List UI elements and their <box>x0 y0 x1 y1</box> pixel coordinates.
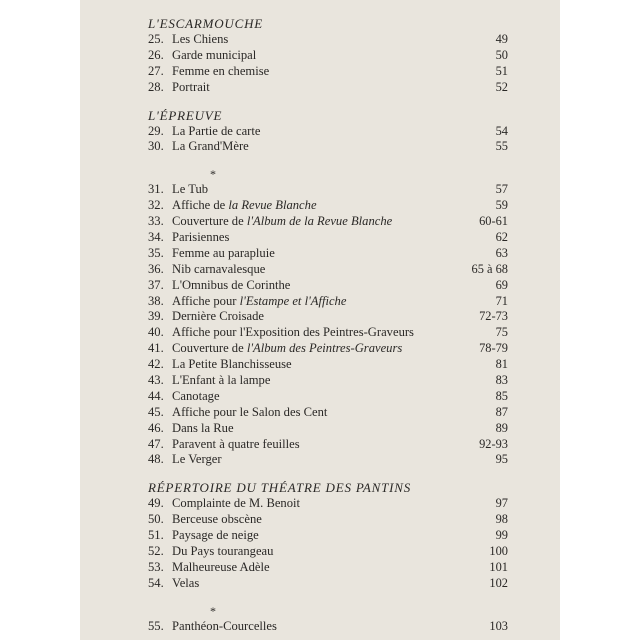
entry-number: 35. <box>148 245 164 260</box>
section-heading: L'ÉPREUVE <box>148 107 223 123</box>
table-of-contents <box>148 16 508 635</box>
entry-page-number: 98 <box>495 512 508 527</box>
entry-title-text: Berceuse obscène <box>172 512 262 527</box>
entry-title <box>172 80 210 96</box>
toc-entry <box>148 32 508 48</box>
entry-number: 41. <box>148 341 164 356</box>
entry-title <box>172 373 270 389</box>
entry-page-number: 101 <box>489 559 508 574</box>
toc-entry <box>148 230 508 246</box>
toc-entry <box>148 357 508 373</box>
section-star-separator: * <box>210 603 216 618</box>
entry-title <box>172 452 222 468</box>
entry-number: 38. <box>148 293 164 308</box>
entry-title <box>172 528 259 544</box>
section-gap <box>148 468 508 480</box>
entry-number: 30. <box>148 139 164 154</box>
entry-page-number: 81 <box>495 357 508 372</box>
entry-number: 43. <box>148 373 164 388</box>
toc-entry <box>148 421 508 437</box>
toc-entry <box>148 389 508 405</box>
entry-number: 53. <box>148 559 164 574</box>
entry-title-italic: l'Album de la Revue Blanche <box>246 214 393 229</box>
entry-title <box>172 278 290 294</box>
entry-title <box>172 325 414 341</box>
entry-title-text: Paravent à quatre feuilles <box>172 436 300 451</box>
entry-number: 45. <box>148 404 164 419</box>
entry-number: 27. <box>148 63 164 78</box>
entry-number: 25. <box>148 32 164 46</box>
section-gap <box>148 592 508 604</box>
entry-title <box>172 421 234 437</box>
entry-number: 39. <box>148 309 164 324</box>
entry-title-text: Femme au parapluie <box>172 245 275 260</box>
toc-entry <box>148 373 508 389</box>
entry-page-number: 78-79 <box>479 341 508 356</box>
entry-page-number: 100 <box>489 544 508 559</box>
entry-page-number: 102 <box>489 575 508 590</box>
entry-title-italic: la Revue Blanche <box>228 198 317 213</box>
entry-title-text: L'Enfant à la lampe <box>172 373 271 388</box>
entry-title-text: Les Chiens <box>172 32 229 46</box>
entry-title <box>172 262 265 278</box>
right-margin <box>560 0 640 640</box>
entry-title-text: Nib carnavalesque <box>172 261 266 276</box>
entry-title-text: Du Pays tourangeau <box>172 544 274 559</box>
toc-entry <box>148 48 508 64</box>
entry-title <box>172 182 208 198</box>
entry-page-number: 52 <box>495 79 508 94</box>
entry-page-number: 72-73 <box>479 309 508 324</box>
entry-title-text: Garde municipal <box>172 47 257 62</box>
entry-number: 37. <box>148 277 164 292</box>
toc-entry <box>148 262 508 278</box>
entry-title-text: Femme en chemise <box>172 63 270 78</box>
entry-number: 32. <box>148 198 164 213</box>
entry-title <box>172 496 300 512</box>
toc-entry <box>148 512 508 528</box>
entry-title-text: Panthéon-Courcelles <box>172 618 277 633</box>
entry-title <box>172 357 292 373</box>
entry-title-text: Dernière Croisade <box>172 309 264 324</box>
entry-title-text: La Petite Blanchisseuse <box>172 357 292 372</box>
entry-number: 50. <box>148 512 164 527</box>
entry-page-number: 59 <box>495 198 508 213</box>
entry-page-number: 85 <box>495 388 508 403</box>
entry-number: 26. <box>148 47 164 62</box>
entry-page-number: 62 <box>495 230 508 245</box>
entry-page-number: 49 <box>495 32 508 46</box>
toc-entry <box>148 560 508 576</box>
entry-page-number: 69 <box>495 277 508 292</box>
toc-entry <box>148 325 508 341</box>
entry-title <box>172 230 229 246</box>
entry-title-text: Affiche de <box>172 198 229 213</box>
entry-page-number: 87 <box>495 404 508 419</box>
entry-title-text: Couverture de <box>172 214 247 229</box>
entry-page-number: 51 <box>495 63 508 78</box>
entry-title-text: Portrait <box>172 79 210 94</box>
entry-page-number: 63 <box>495 245 508 260</box>
entry-number: 34. <box>148 230 164 245</box>
entry-title <box>172 619 277 635</box>
entry-title <box>172 405 327 421</box>
entry-title-text: La Partie de carte <box>172 123 261 138</box>
entry-page-number: 65 à 68 <box>471 261 508 276</box>
entry-title-italic: l'Album des Peintres-Graveurs <box>246 341 403 356</box>
toc-entry <box>148 341 508 357</box>
entry-title-text: Malheureuse Adèle <box>172 559 270 574</box>
entry-page-number: 57 <box>495 182 508 197</box>
entry-page-number: 55 <box>495 139 508 154</box>
entry-page-number: 60-61 <box>479 214 508 229</box>
entry-title-text: La Grand'Mère <box>172 139 249 154</box>
entry-title <box>172 139 249 155</box>
entry-number: 31. <box>148 182 164 197</box>
entry-title-text: L'Omnibus de Corinthe <box>172 277 291 292</box>
toc-entry <box>148 496 508 512</box>
entry-title-text: Paysage de neige <box>172 528 259 543</box>
toc-entry <box>148 214 508 230</box>
left-margin <box>0 0 80 640</box>
entry-number: 54. <box>148 575 164 590</box>
section-heading: L'ESCARMOUCHE <box>148 16 264 31</box>
entry-title <box>172 576 199 592</box>
entry-title-text: Le Verger <box>172 452 222 467</box>
toc-entry <box>148 544 508 560</box>
entry-number: 44. <box>148 388 164 403</box>
toc-entry <box>148 576 508 592</box>
entry-title <box>172 512 262 528</box>
entry-number: 47. <box>148 436 164 451</box>
entry-page-number: 83 <box>495 373 508 388</box>
entry-title <box>172 64 269 80</box>
entry-number: 46. <box>148 420 164 435</box>
entry-title <box>172 124 260 140</box>
toc-entry <box>148 124 508 140</box>
entry-page-number: 103 <box>489 618 508 633</box>
entry-title-text: Velas <box>172 575 200 590</box>
entry-number: 49. <box>148 496 164 511</box>
toc-entry <box>148 309 508 325</box>
toc-entry <box>148 405 508 421</box>
entry-page-number: 99 <box>495 528 508 543</box>
entry-title-text: Couverture de <box>172 341 247 356</box>
toc-entry <box>148 80 508 96</box>
toc-entry <box>148 619 508 635</box>
toc-entry <box>148 452 508 468</box>
entry-page-number: 97 <box>495 496 508 511</box>
entry-title <box>172 294 346 310</box>
entry-title-text: Complainte de M. Benoit <box>172 496 301 511</box>
entry-title <box>172 48 256 64</box>
toc-entry <box>148 64 508 80</box>
section-gap <box>148 96 508 108</box>
section-heading: RÉPERTOIRE DU THÉATRE DES PANTINS <box>148 480 412 496</box>
entry-title-text: Affiche pour <box>172 293 240 308</box>
toc-entry <box>148 139 508 155</box>
entry-page-number: 95 <box>495 452 508 467</box>
entry-page-number: 71 <box>495 293 508 308</box>
entry-page-number: 89 <box>495 420 508 435</box>
entry-title <box>172 544 273 560</box>
toc-entry <box>148 198 508 214</box>
entry-number: 29. <box>148 123 164 138</box>
entry-number: 40. <box>148 325 164 340</box>
entry-page-number: 75 <box>495 325 508 340</box>
entry-number: 55. <box>148 618 164 633</box>
entry-title <box>172 560 270 576</box>
entry-title-text: Dans la Rue <box>172 420 234 435</box>
entry-title <box>172 389 220 405</box>
entry-title <box>172 32 228 48</box>
section-gap <box>148 155 508 167</box>
entry-title-text: Le Tub <box>172 182 209 197</box>
toc-entry <box>148 278 508 294</box>
entry-title-text: Parisiennes <box>172 230 230 245</box>
entry-title <box>172 341 402 357</box>
toc-entry <box>148 437 508 453</box>
entry-title <box>172 214 392 230</box>
toc-entry <box>148 182 508 198</box>
entry-number: 52. <box>148 544 164 559</box>
entry-title <box>172 246 275 262</box>
toc-entry <box>148 294 508 310</box>
entry-number: 36. <box>148 261 164 276</box>
entry-title-italic: l'Estampe et l'Affiche <box>239 293 347 308</box>
toc-entry <box>148 246 508 262</box>
entry-number: 28. <box>148 79 164 94</box>
entry-number: 42. <box>148 357 164 372</box>
entry-page-number: 92-93 <box>479 436 508 451</box>
entry-title-text: Affiche pour l'Exposition des Peintres-Graveurs <box>172 325 414 340</box>
entry-number: 33. <box>148 214 164 229</box>
entry-title <box>172 198 317 214</box>
entry-page-number: 54 <box>495 123 508 138</box>
entry-title <box>172 437 300 453</box>
entry-number: 51. <box>148 528 164 543</box>
entry-number: 48. <box>148 452 164 467</box>
entry-title-text: Canotage <box>172 388 220 403</box>
section-star-separator: * <box>210 167 216 182</box>
book-page <box>80 0 560 640</box>
entry-title <box>172 309 264 325</box>
toc-entry <box>148 528 508 544</box>
entry-title-text: Affiche pour le Salon des Cent <box>172 404 328 419</box>
entry-page-number: 50 <box>495 47 508 62</box>
